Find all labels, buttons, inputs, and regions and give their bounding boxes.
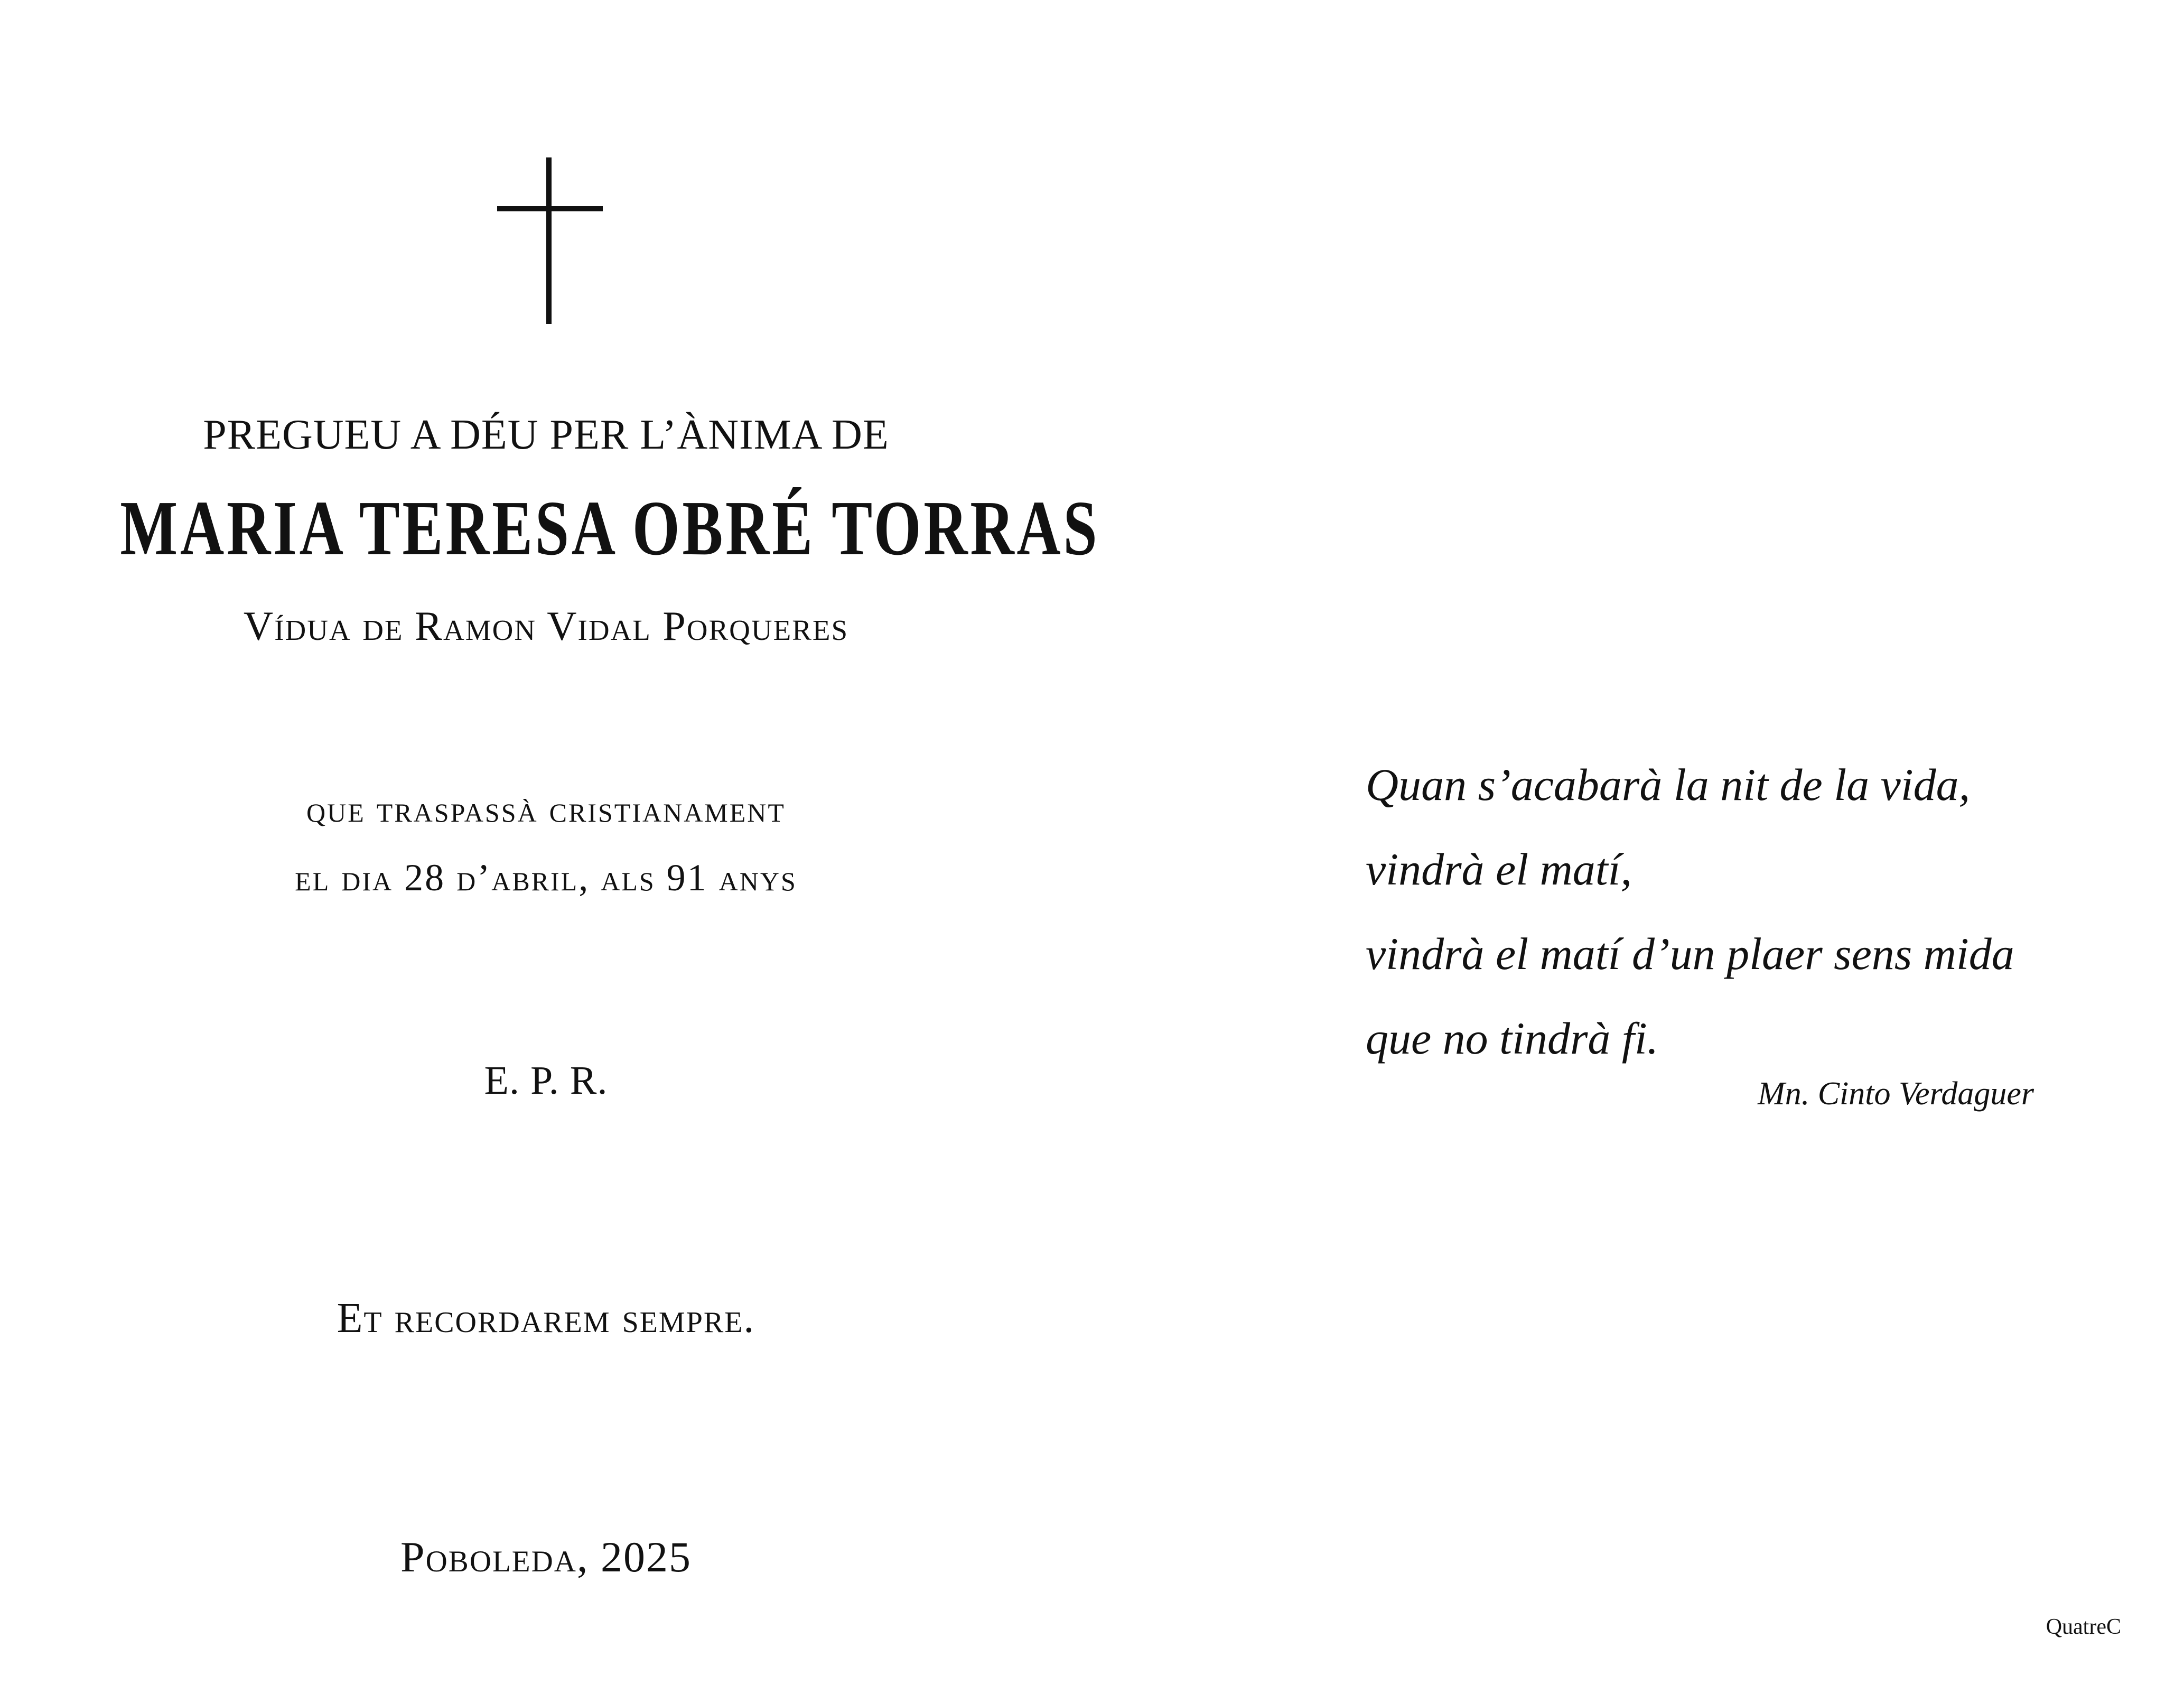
place-year-line: Poboleda, 2025 xyxy=(400,1533,692,1581)
death-date-age-line: el dia 28 d’abril, als 91 anys xyxy=(295,857,797,899)
deceased-name: MARIA TERESA OBRÉ TORRAS xyxy=(120,485,1100,572)
remembrance-line: Et recordarem sempre. xyxy=(337,1295,755,1342)
poem-line: Quan s’acabarà la nit de la vida, xyxy=(1366,759,1971,810)
passed-away-line: que traspassà cristianament xyxy=(306,788,786,830)
poem-author: Mn. Cinto Verdaguer xyxy=(1758,1076,2034,1112)
rest-in-peace-line: E. P. R. xyxy=(484,1058,608,1103)
cross-icon xyxy=(497,157,603,324)
widow-of-line: Vídua de Ramon Vidal Porqueres xyxy=(243,603,849,649)
printer-mark: QuatreC xyxy=(2046,1615,2121,1639)
poem-line: vindrà el matí, xyxy=(1366,844,1632,895)
poem xyxy=(1366,742,2105,1081)
poem-line: vindrà el matí d’un plaer sens mida xyxy=(1366,928,2014,979)
poem-line: que no tindrà fi. xyxy=(1366,1013,1659,1064)
prayer-heading: PREGUEU A DÉU PER L’ÀNIMA DE xyxy=(203,412,889,458)
